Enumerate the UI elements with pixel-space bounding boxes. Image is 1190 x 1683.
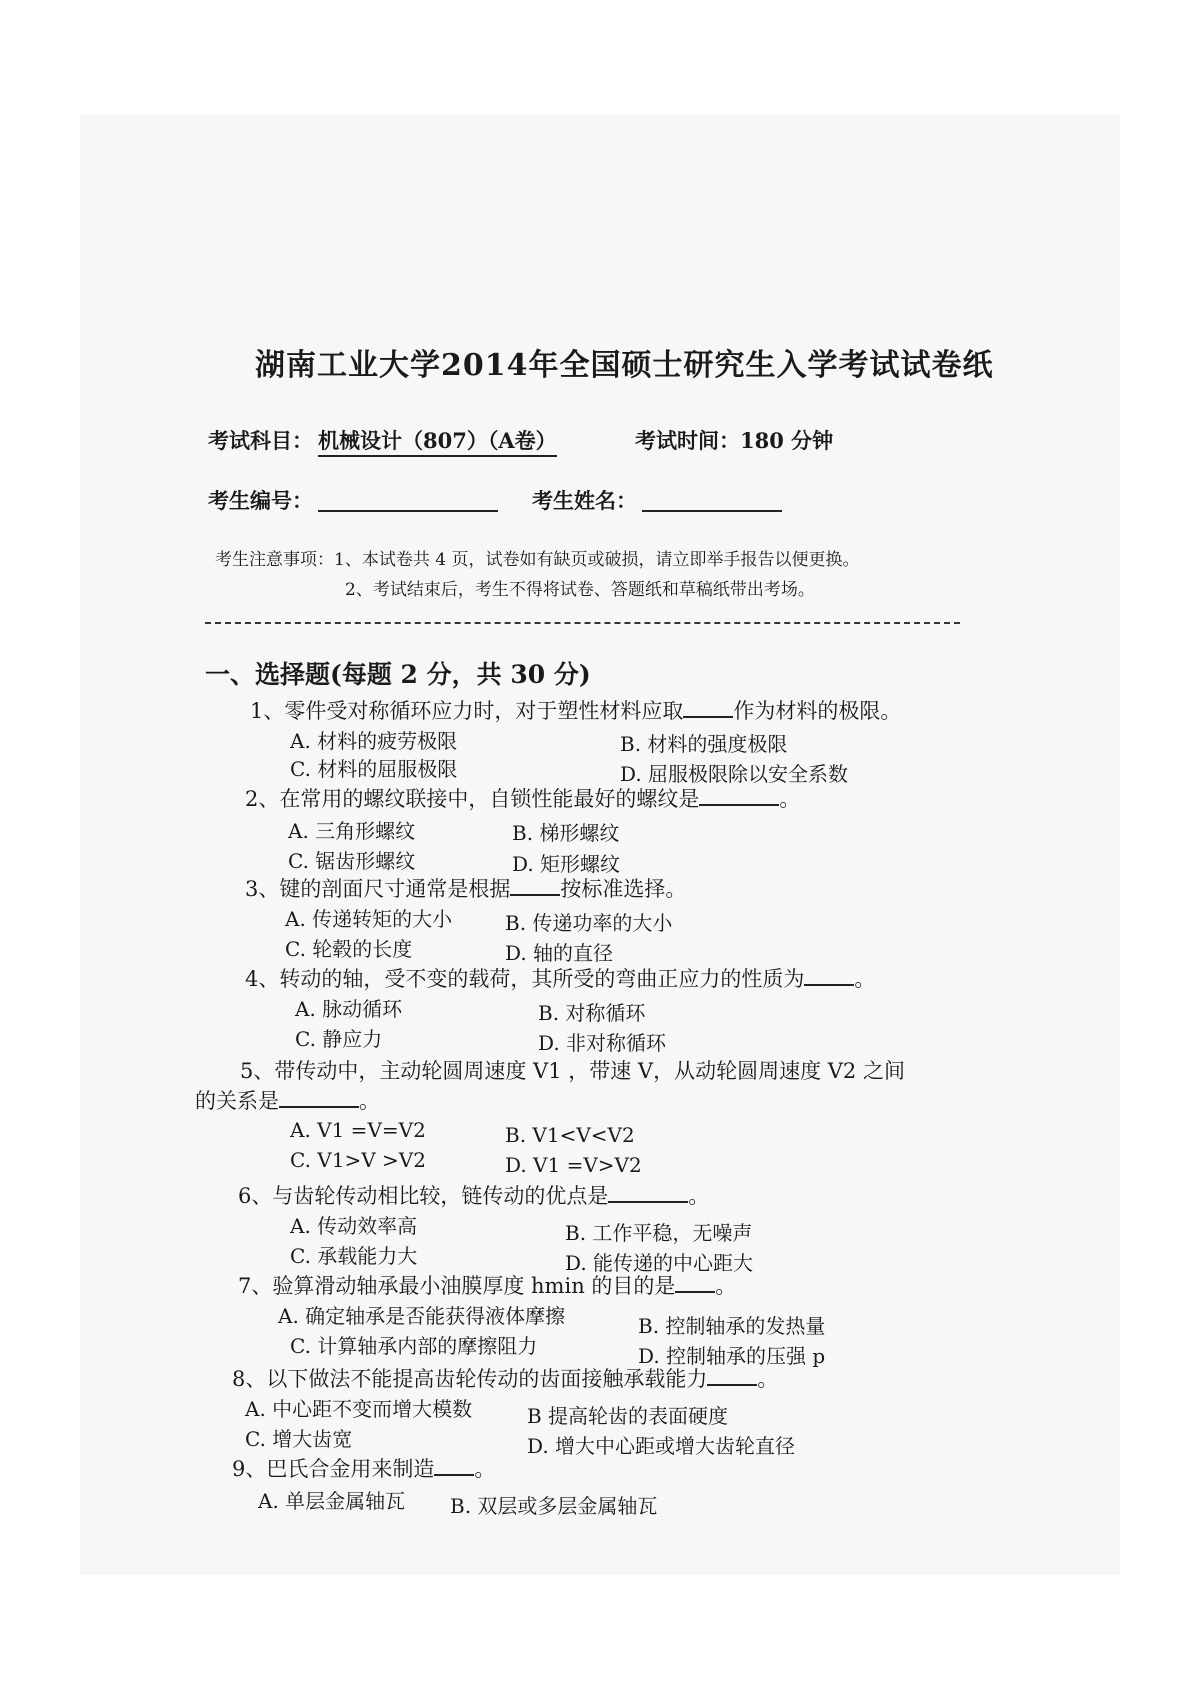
- q5-option-a: A. V1 =V=V2: [290, 1118, 426, 1142]
- q9-option-a: A. 单层金属轴瓦: [258, 1489, 406, 1513]
- section-heading: 一、选择题(每题 2 分，共 30 分): [205, 660, 591, 689]
- q7-option-d: D. 控制轴承的压强 p: [638, 1344, 826, 1368]
- time-value: 180 分钟: [740, 428, 834, 453]
- answer-blank[interactable]: [683, 698, 733, 718]
- q1-option-c: C. 材料的屈服极限: [290, 757, 458, 781]
- question-8: 8、以下做法不能提高齿轮传动的齿面接触承载能力 。: [232, 1367, 779, 1391]
- question-5-continued: 的关系是 。: [195, 1089, 380, 1113]
- q7-option-b: B. 控制轴承的发热量: [638, 1314, 826, 1338]
- q8-option-d: D. 增大中心距或增大齿轮直径: [527, 1434, 796, 1458]
- time-label: 考试时间：: [635, 428, 740, 453]
- q6-option-b: B. 工作平稳，无噪声: [565, 1221, 753, 1245]
- answer-blank[interactable]: [675, 1273, 715, 1293]
- divider-line: [205, 622, 960, 624]
- q6-option-d: D. 能传递的中心距大: [565, 1251, 754, 1275]
- notice-line-1: 考生注意事项：1、本试卷共 4 页，试卷如有缺页或破损，请立即举手报告以便更换。: [215, 550, 860, 570]
- question-3: 3、键的剖面尺寸通常是根据 按标准选择。: [245, 877, 687, 901]
- q5-option-b: B. V1<V<V2: [505, 1123, 635, 1147]
- q7-option-a: A. 确定轴承是否能获得液体摩擦: [278, 1304, 566, 1328]
- answer-blank[interactable]: [699, 786, 779, 806]
- question-4: 4、转动的轴，受不变的载荷，其所受的弯曲正应力的性质为 。: [245, 967, 876, 991]
- q4-option-a: A. 脉动循环: [295, 997, 403, 1021]
- q1-option-a: A. 材料的疲劳极限: [290, 729, 458, 753]
- q8-option-c: C. 增大齿宽: [245, 1427, 353, 1451]
- q5-option-d: D. V1 =V>V2: [505, 1153, 642, 1177]
- q4-option-c: C. 静应力: [295, 1027, 383, 1051]
- notice-line-2: 2、考试结束后，考生不得将试卷、答题纸和草稿纸带出考场。: [345, 580, 815, 600]
- q1-option-b: B. 材料的强度极限: [620, 732, 788, 756]
- answer-blank[interactable]: [434, 1456, 474, 1476]
- q4-option-b: B. 对称循环: [538, 1001, 646, 1025]
- q5-option-c: C. V1>V >V2: [290, 1148, 426, 1172]
- q8-option-b: B 提高轮齿的表面硬度: [527, 1404, 729, 1428]
- q2-option-a: A. 三角形螺纹: [288, 819, 416, 843]
- answer-blank[interactable]: [707, 1366, 757, 1386]
- q6-option-a: A. 传动效率高: [290, 1214, 418, 1238]
- q3-option-b: B. 传递功率的大小: [505, 911, 673, 935]
- q2-option-c: C. 锯齿形螺纹: [288, 849, 416, 873]
- question-5: 5、带传动中，主动轮圆周速度 V1 ，带速 V，从动轮圆周速度 V2 之间: [240, 1059, 905, 1083]
- exam-title: 湖南工业大学2014年全国硕士研究生入学考试试卷纸: [255, 348, 994, 383]
- q4-option-d: D. 非对称循环: [538, 1031, 667, 1055]
- q3-option-c: C. 轮毂的长度: [285, 937, 413, 961]
- question-6: 6、与齿轮传动相比较，链传动的优点是 。: [238, 1184, 710, 1208]
- q3-option-d: D. 轴的直径: [505, 941, 614, 965]
- answer-blank[interactable]: [608, 1183, 688, 1203]
- candidate-name-label: 考生姓名：: [532, 488, 637, 513]
- question-7: 7、验算滑动轴承最小油膜厚度 hmin 的目的是 。: [238, 1274, 737, 1298]
- candidate-name-field[interactable]: [642, 510, 782, 512]
- candidate-id-label: 考生编号：: [208, 488, 313, 513]
- q6-option-c: C. 承载能力大: [290, 1244, 418, 1268]
- q8-option-a: A. 中心距不变而增大模数: [245, 1397, 473, 1421]
- answer-blank[interactable]: [804, 966, 854, 986]
- q3-option-a: A. 传递转矩的大小: [285, 907, 453, 931]
- q2-option-d: D. 矩形螺纹: [512, 852, 621, 876]
- answer-blank[interactable]: [510, 876, 560, 896]
- subject-value: 机械设计（807）（A卷）: [318, 425, 557, 457]
- question-1: 1、零件受对称循环应力时，对于塑性材料应取 作为材料的极限。: [250, 699, 902, 723]
- q1-option-d: D. 屈服极限除以安全系数: [620, 762, 849, 786]
- q2-option-b: B. 梯形螺纹: [512, 821, 620, 845]
- candidate-id-field[interactable]: [318, 510, 498, 512]
- subject-label: 考试科目：: [208, 428, 313, 453]
- q9-option-b: B. 双层或多层金属轴瓦: [450, 1494, 658, 1518]
- q7-option-c: C. 计算轴承内部的摩擦阻力: [290, 1334, 538, 1358]
- answer-blank[interactable]: [279, 1088, 359, 1108]
- question-2: 2、在常用的螺纹联接中，自锁性能最好的螺纹是 。: [245, 787, 801, 811]
- question-9: 9、巴氏合金用来制造 。: [232, 1457, 496, 1481]
